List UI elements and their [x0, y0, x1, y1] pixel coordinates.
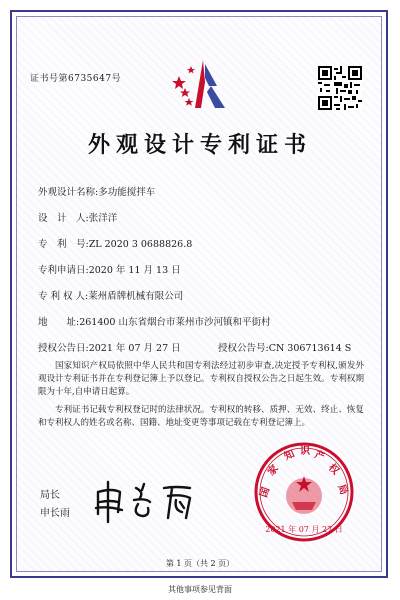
designer-row [38, 210, 117, 224]
svg-text:产: 产 [312, 449, 327, 464]
director-name: 申长雨 [40, 508, 70, 519]
legal-status-paragraph: 专利证书记载专利权登记时的法律状况。专利权的转移、质押、无效、终止、恢复和专利权人的姓名或名称、国籍、地址变更等事项记载在专利登记簿上。 [38, 405, 364, 428]
svg-text:识: 识 [300, 446, 310, 457]
certificate-number: 证书号第6735647号 [30, 74, 122, 84]
address-label: 地 址: [38, 317, 80, 328]
footer-note: 其他事项参见背面 [168, 585, 232, 594]
page-indicator: 第 1 页（共 2 页） [165, 559, 235, 568]
design-name-row [38, 184, 155, 198]
grant-no-row [218, 340, 351, 354]
patentee-label: 专 利 权 人: [38, 291, 89, 302]
design-name-label: 外观设计名称: [38, 187, 99, 198]
filing-date-label: 专利申请日: [38, 265, 89, 276]
address-row [38, 314, 271, 328]
patent-office-logo-icon [165, 56, 235, 112]
director-signature [92, 478, 202, 524]
svg-text:局: 局 [335, 483, 350, 497]
svg-text:权: 权 [325, 462, 341, 478]
filing-date-row [38, 262, 181, 276]
address-value: 261400 山东省烟台市莱州市沙河镇和平街村 [79, 317, 271, 328]
filing-date-value: 2020 年 11 月 13 日 [88, 265, 181, 276]
grant-date-value: 2021 年 07 月 27 日 [88, 343, 181, 354]
patent-no-row [38, 236, 192, 250]
seal-date: 2021 年 07 月 27 日 [265, 525, 343, 534]
svg-text:国: 国 [258, 485, 273, 500]
grant-statement-paragraph: 国家知识产权局依照中华人民共和国专利法经过初步审查,决定授予专利权,颁发外观设计专利证书并在专利登记簿上予以登记。专利权自授权公告之日起生效。专利权期限为十年,自申请日起算。 [38, 361, 364, 397]
grant-no-label: 授权公告号: [218, 343, 269, 354]
director-title: 局长 [40, 490, 60, 501]
designer-label: 设 计 人: [38, 213, 89, 224]
grant-no-value: CN 306713614 S [268, 343, 352, 354]
grant-date-row [38, 340, 181, 354]
patentee-value: 莱州盾牌机械有限公司 [88, 291, 184, 302]
patent-no-label: 专 利 号: [38, 239, 89, 250]
patent-no-value: ZL 2020 3 0688826.8 [88, 239, 193, 250]
certificate-title: 外观设计专利证书 [87, 132, 312, 158]
grant-date-label: 授权公告日: [38, 343, 89, 354]
svg-text:知: 知 [282, 448, 297, 463]
svg-text:家: 家 [266, 463, 281, 479]
design-name-value: 多功能搅拌车 [98, 187, 156, 198]
designer-value: 张洋洋 [88, 213, 118, 224]
patentee-row [38, 288, 183, 302]
qr-code-icon [318, 66, 362, 110]
